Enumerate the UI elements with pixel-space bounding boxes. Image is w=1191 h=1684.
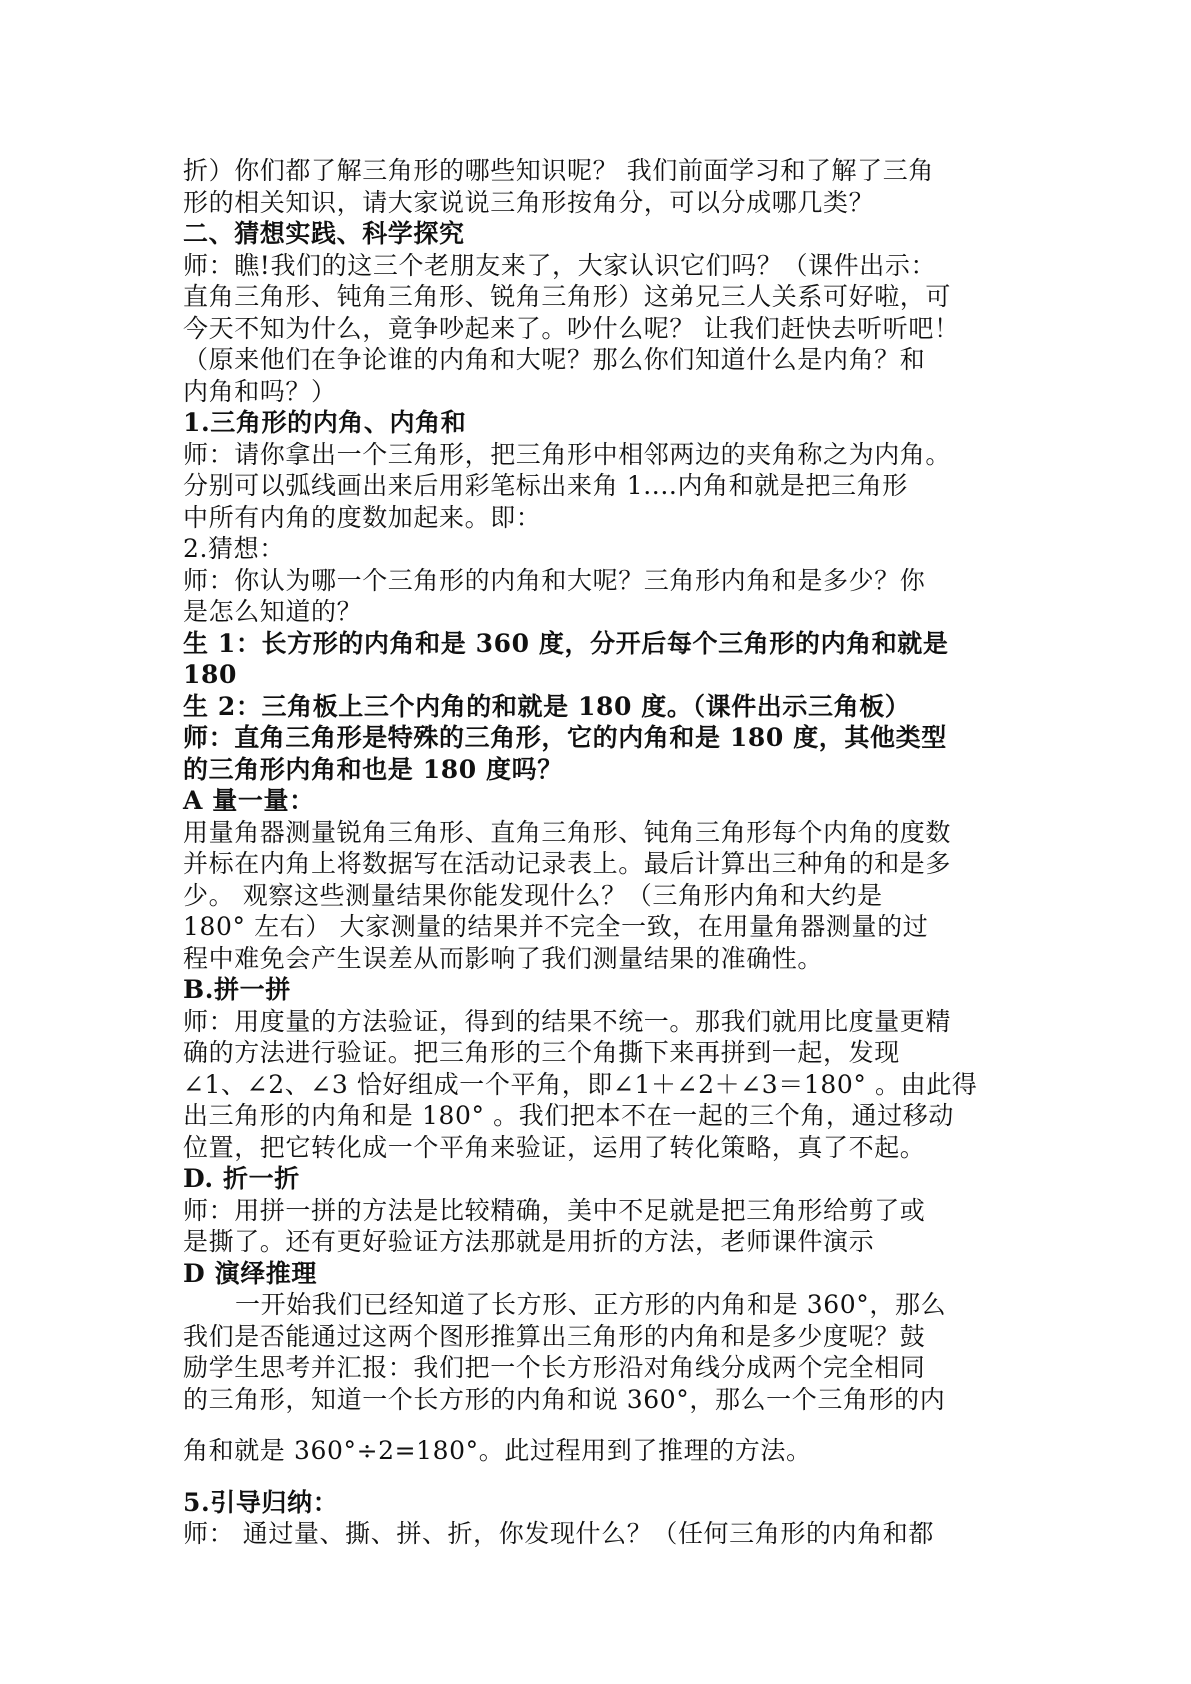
paragraph-line: 师：用度量的方法验证，得到的结果不统一。那我们就用比度量更精 [183,1006,952,1036]
paragraph-line: 我们是否能通过这两个图形推算出三角形的内角和是多少度呢？鼓 [183,1321,926,1351]
section-heading-line: 生 1：长方形的内角和是 360 度，分开后每个三角形的内角和就是 [183,628,949,658]
paragraph-line: 师：瞧!我们的这三个老朋友来了，大家认识它们吗？（课件出示： [183,250,937,280]
paragraph-line: 内角和吗？） [183,376,337,406]
paragraph-line: 直角三角形、钝角三角形、锐角三角形）这弟兄三人关系可好啦，可 [183,282,952,311]
paragraph-line: 中所有内角的度数加起来。即： [183,502,542,532]
paragraph-line: 少。 观察这些测量结果你能发现什么？（三角形内角和大约是 [183,880,883,910]
paragraph-line: ∠1、∠2、∠3 恰好组成一个平角，即∠1＋∠2＋∠3＝180° 。由此得 [183,1069,978,1099]
section-heading-line: B.拼一拼 [183,975,291,1004]
paragraph-line: 形的相关知识，请大家说说三角形按角分，可以分成哪几类？ [183,187,875,217]
paragraph-line: 分别可以弧线画出来后用彩笔标出来角 1....内角和就是把三角形 [183,471,908,500]
paragraph-line: 师：请你拿出一个三角形，把三角形中相邻两边的夹角称之为内角。 [183,439,952,469]
paragraph-line: 师：你认为哪一个三角形的内角和大呢？三角形内角和是多少？你 [183,565,926,595]
paragraph-line: 折）你们都了解三角形的哪些知识呢？ 我们前面学习和了解了三角 [183,156,934,185]
paragraph-line: 出三角形的内角和是 180° 。我们把本不在一起的三个角，通过移动 [183,1101,954,1130]
paragraph-line: 角和就是 360°÷2=180°。此过程用到了推理的方法。 [183,1436,812,1465]
paragraph-line: 位置，把它转化成一个平角来验证，运用了转化策略，真了不起。 [183,1132,926,1162]
paragraph-line: 一开始我们已经知道了长方形、正方形的内角和是 360°，那么 [235,1290,947,1319]
paragraph-line: 程中难免会产生误差从而影响了我们测量结果的准确性。 [183,943,824,973]
paragraph-line: 励学生思考并汇报：我们把一个长方形沿对角线分成两个完全相同 [183,1353,926,1382]
section-heading-line: 二、猜想实践、科学探究 [183,219,465,248]
section-heading-line: D 演绎推理 [183,1258,317,1288]
section-heading-line: 180 [183,660,237,689]
section-heading-line: A 量一量： [183,786,315,815]
paragraph-line: 是怎么知道的？ [183,597,363,626]
section-heading-line: 5.引导归纳： [183,1487,339,1517]
paragraph-line: 并标在内角上将数据写在活动记录表上。最后计算出三种角的和是多 [183,849,952,878]
paragraph-line: 确的方法进行验证。把三角形的三个角撕下来再拼到一起，发现 [183,1038,900,1067]
paragraph-line: 2.猜想： [183,534,285,563]
paragraph-line: 180° 左右） 大家测量的结果并不完全一致，在用量角器测量的过 [183,912,929,941]
paragraph-line: （原来他们在争论谁的内角和大呢？那么你们知道什么是内角？和 [183,345,926,374]
paragraph-line: 师：用拼一拼的方法是比较精确，美中不足就是把三角形给剪了或 [183,1195,926,1225]
section-heading-line: 的三角形内角和也是 180 度吗？ [183,754,563,784]
document-body [183,155,1043,1550]
paragraph-line: 用量角器测量锐角三角形、直角三角形、钝角三角形每个内角的度数 [183,817,952,847]
section-heading-line: 1.三角形的内角、内角和 [183,408,467,437]
paragraph-line: 的三角形，知道一个长方形的内角和说 360°，那么一个三角形的内 [183,1384,946,1414]
paragraph-line: 今天不知为什么，竟争吵起来了。吵什么呢？ 让我们赶快去听听吧！ [183,313,960,343]
section-heading-line: D. 折一折 [183,1164,300,1193]
section-heading-line: 师：直角三角形是特殊的三角形，它的内角和是 180 度，其他类型 [183,723,947,752]
paragraph-line: 师： 通过量、撕、拼、折，你发现什么？（任何三角形的内角和都 [183,1519,934,1548]
section-heading-line: 生 2：三角板上三个内角的和就是 180 度。（课件出示三角板） [183,691,911,721]
paragraph-line: 是撕了。还有更好验证方法那就是用折的方法，老师课件演示 [183,1227,875,1256]
